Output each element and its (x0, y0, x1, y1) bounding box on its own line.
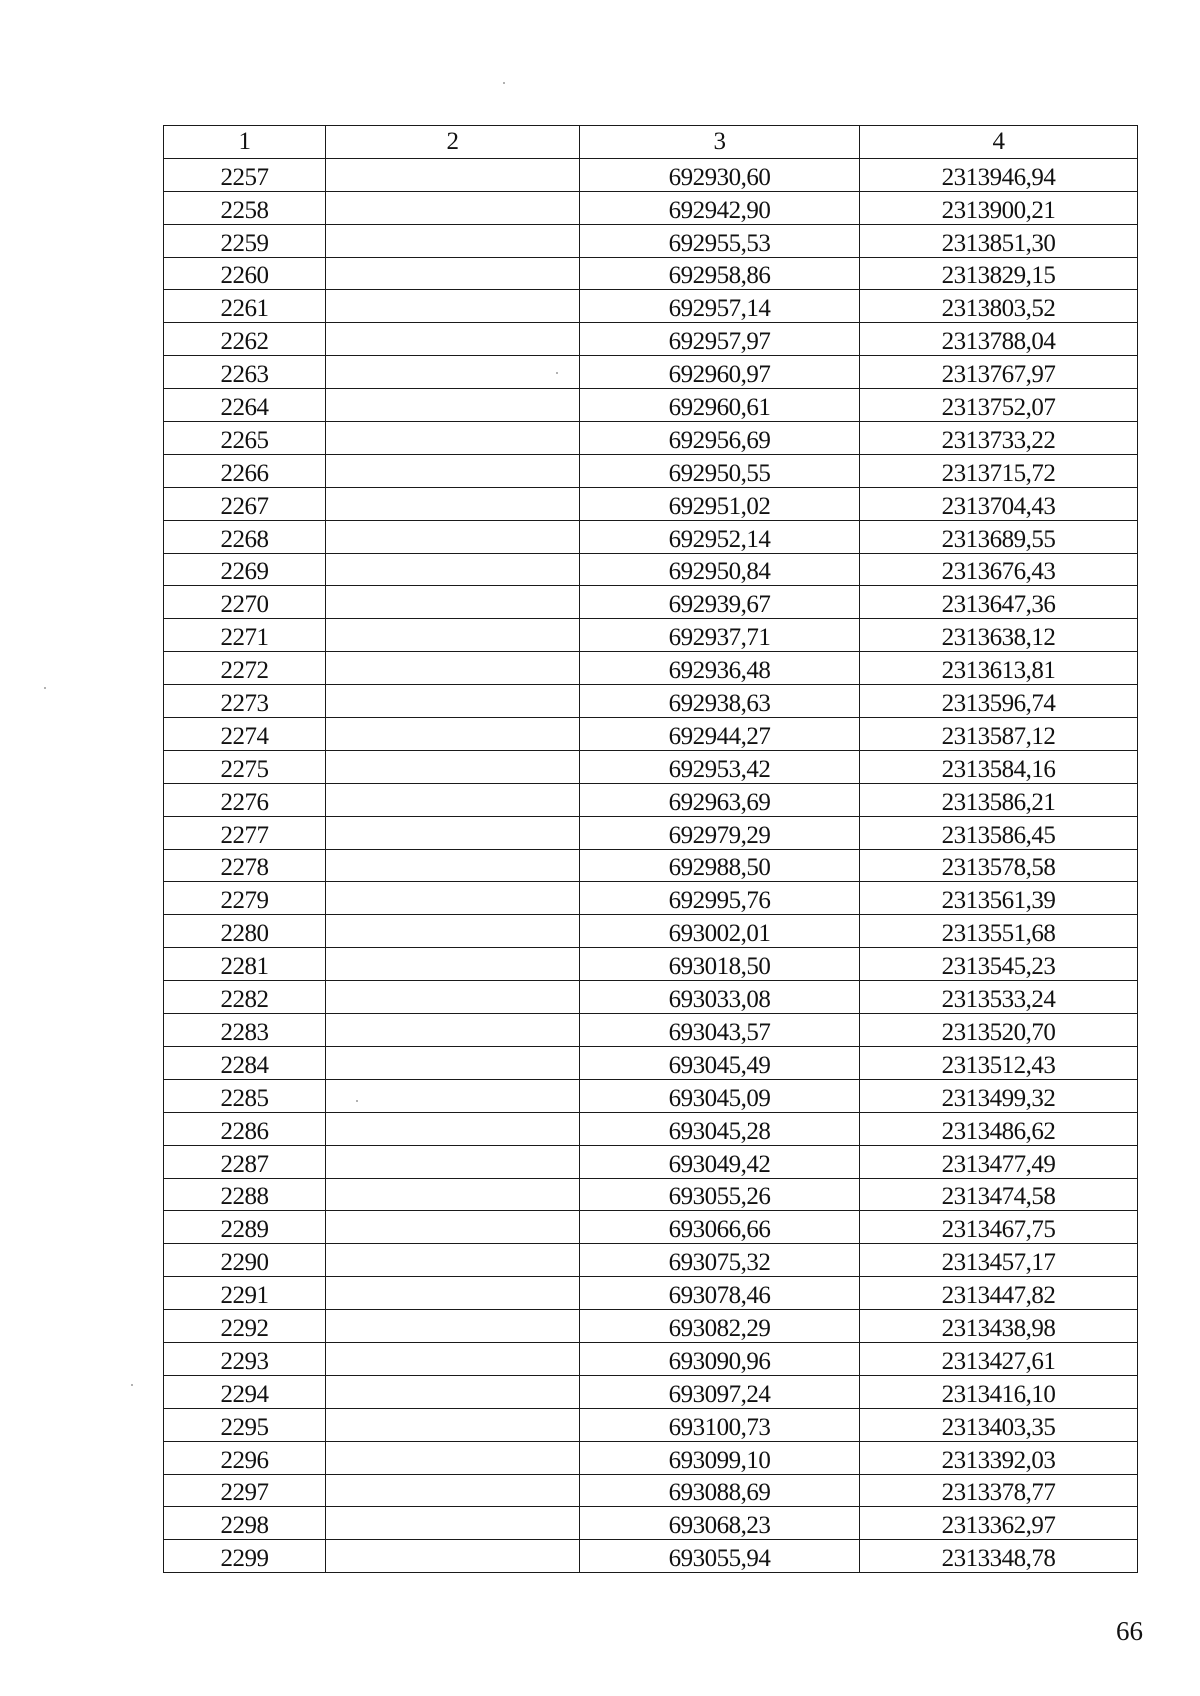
table-row (164, 487, 1138, 520)
description-cell (326, 882, 580, 915)
description-cell (326, 1375, 580, 1408)
x-coordinate-cell: 692937,71 (580, 619, 860, 652)
point-number-cell: 2295 (164, 1408, 326, 1441)
y-coordinate-cell: 2313613,81 (860, 652, 1138, 685)
y-coordinate-cell: 2313584,16 (860, 750, 1138, 783)
x-coordinate-cell: 692930,60 (580, 158, 860, 191)
table-row (164, 1441, 1138, 1474)
y-coordinate-cell: 2313362,97 (860, 1507, 1138, 1540)
description-cell (326, 454, 580, 487)
x-coordinate-cell: 692955,53 (580, 224, 860, 257)
y-coordinate-cell: 2313392,03 (860, 1441, 1138, 1474)
y-coordinate-cell: 2313545,23 (860, 948, 1138, 981)
point-number-cell: 2297 (164, 1474, 326, 1507)
description-cell (326, 1507, 580, 1540)
table-row (164, 718, 1138, 751)
description-cell (326, 224, 580, 257)
x-coordinate-cell: 692960,97 (580, 356, 860, 389)
table-row (164, 290, 1138, 323)
table-row (164, 1046, 1138, 1079)
table-row (164, 257, 1138, 290)
y-coordinate-cell: 2313533,24 (860, 981, 1138, 1014)
point-number-cell: 2281 (164, 948, 326, 981)
x-coordinate-cell: 693097,24 (580, 1375, 860, 1408)
description-cell (326, 1540, 580, 1573)
scan-speck (556, 372, 558, 374)
x-coordinate-cell: 692944,27 (580, 718, 860, 751)
x-coordinate-cell: 692953,42 (580, 750, 860, 783)
point-number-cell: 2260 (164, 257, 326, 290)
x-coordinate-cell: 693045,09 (580, 1079, 860, 1112)
x-coordinate-cell: 693088,69 (580, 1474, 860, 1507)
point-number-cell: 2258 (164, 191, 326, 224)
x-coordinate-cell: 692960,61 (580, 389, 860, 422)
header-row (164, 126, 1138, 159)
y-coordinate-cell: 2313586,21 (860, 783, 1138, 816)
header-cell-2: 2 (326, 126, 580, 159)
description-cell (326, 619, 580, 652)
y-coordinate-cell: 2313851,30 (860, 224, 1138, 257)
point-number-cell: 2290 (164, 1244, 326, 1277)
table-row (164, 1211, 1138, 1244)
coordinate-table (163, 125, 1138, 1573)
table-row (164, 224, 1138, 257)
point-number-cell: 2257 (164, 158, 326, 191)
x-coordinate-cell: 692938,63 (580, 685, 860, 718)
y-coordinate-cell: 2313427,61 (860, 1342, 1138, 1375)
table-row (164, 816, 1138, 849)
description-cell (326, 652, 580, 685)
x-coordinate-cell: 693045,49 (580, 1046, 860, 1079)
x-coordinate-cell: 692979,29 (580, 816, 860, 849)
description-cell (326, 783, 580, 816)
description-cell (326, 389, 580, 422)
point-number-cell: 2293 (164, 1342, 326, 1375)
description-cell (326, 356, 580, 389)
point-number-cell: 2265 (164, 422, 326, 455)
point-number-cell: 2280 (164, 915, 326, 948)
table-row (164, 652, 1138, 685)
x-coordinate-cell: 692958,86 (580, 257, 860, 290)
y-coordinate-cell: 2313752,07 (860, 389, 1138, 422)
x-coordinate-cell: 693018,50 (580, 948, 860, 981)
y-coordinate-cell: 2313512,43 (860, 1046, 1138, 1079)
point-number-cell: 2266 (164, 454, 326, 487)
y-coordinate-cell: 2313561,39 (860, 882, 1138, 915)
table-row (164, 1178, 1138, 1211)
y-coordinate-cell: 2313551,68 (860, 915, 1138, 948)
x-coordinate-cell: 693045,28 (580, 1112, 860, 1145)
description-cell (326, 1014, 580, 1047)
table-row (164, 356, 1138, 389)
description-cell (326, 1474, 580, 1507)
y-coordinate-cell: 2313733,22 (860, 422, 1138, 455)
table-row (164, 1145, 1138, 1178)
x-coordinate-cell: 693043,57 (580, 1014, 860, 1047)
point-number-cell: 2276 (164, 783, 326, 816)
y-coordinate-cell: 2313638,12 (860, 619, 1138, 652)
x-coordinate-cell: 692963,69 (580, 783, 860, 816)
y-coordinate-cell: 2313416,10 (860, 1375, 1138, 1408)
table-row (164, 1507, 1138, 1540)
description-cell (326, 750, 580, 783)
point-number-cell: 2268 (164, 520, 326, 553)
table-row (164, 750, 1138, 783)
description-cell (326, 553, 580, 586)
y-coordinate-cell: 2313467,75 (860, 1211, 1138, 1244)
table-row (164, 158, 1138, 191)
point-number-cell: 2270 (164, 586, 326, 619)
y-coordinate-cell: 2313676,43 (860, 553, 1138, 586)
table-row (164, 191, 1138, 224)
y-coordinate-cell: 2313704,43 (860, 487, 1138, 520)
x-coordinate-cell: 693099,10 (580, 1441, 860, 1474)
y-coordinate-cell: 2313587,12 (860, 718, 1138, 751)
x-coordinate-cell: 693075,32 (580, 1244, 860, 1277)
point-number-cell: 2274 (164, 718, 326, 751)
y-coordinate-cell: 2313520,70 (860, 1014, 1138, 1047)
description-cell (326, 1079, 580, 1112)
x-coordinate-cell: 693033,08 (580, 981, 860, 1014)
point-number-cell: 2291 (164, 1277, 326, 1310)
table-row (164, 783, 1138, 816)
table-row (164, 1310, 1138, 1343)
scan-speck (503, 82, 505, 84)
description-cell (326, 487, 580, 520)
x-coordinate-cell: 692942,90 (580, 191, 860, 224)
point-number-cell: 2287 (164, 1145, 326, 1178)
point-number-cell: 2289 (164, 1211, 326, 1244)
x-coordinate-cell: 693090,96 (580, 1342, 860, 1375)
description-cell (326, 981, 580, 1014)
point-number-cell: 2292 (164, 1310, 326, 1343)
description-cell (326, 191, 580, 224)
x-coordinate-cell: 693049,42 (580, 1145, 860, 1178)
table-row (164, 948, 1138, 981)
point-number-cell: 2278 (164, 849, 326, 882)
table-row (164, 1540, 1138, 1573)
description-cell (326, 685, 580, 718)
point-number-cell: 2277 (164, 816, 326, 849)
x-coordinate-cell: 692957,14 (580, 290, 860, 323)
table-row (164, 520, 1138, 553)
table-row (164, 1375, 1138, 1408)
description-cell (326, 586, 580, 619)
point-number-cell: 2279 (164, 882, 326, 915)
y-coordinate-cell: 2313900,21 (860, 191, 1138, 224)
y-coordinate-cell: 2313457,17 (860, 1244, 1138, 1277)
scan-speck (131, 1384, 133, 1386)
point-number-cell: 2262 (164, 323, 326, 356)
point-number-cell: 2261 (164, 290, 326, 323)
point-number-cell: 2273 (164, 685, 326, 718)
y-coordinate-cell: 2313596,74 (860, 685, 1138, 718)
description-cell (326, 849, 580, 882)
y-coordinate-cell: 2313438,98 (860, 1310, 1138, 1343)
point-number-cell: 2272 (164, 652, 326, 685)
table-row (164, 849, 1138, 882)
description-cell (326, 1310, 580, 1343)
description-cell (326, 290, 580, 323)
table-row (164, 1112, 1138, 1145)
table-row (164, 1277, 1138, 1310)
y-coordinate-cell: 2313715,72 (860, 454, 1138, 487)
table-row (164, 389, 1138, 422)
table-row (164, 1079, 1138, 1112)
point-number-cell: 2285 (164, 1079, 326, 1112)
table-row (164, 422, 1138, 455)
description-cell (326, 158, 580, 191)
y-coordinate-cell: 2313647,36 (860, 586, 1138, 619)
x-coordinate-cell: 692956,69 (580, 422, 860, 455)
x-coordinate-cell: 692952,14 (580, 520, 860, 553)
y-coordinate-cell: 2313586,45 (860, 816, 1138, 849)
description-cell (326, 1441, 580, 1474)
description-cell (326, 718, 580, 751)
y-coordinate-cell: 2313689,55 (860, 520, 1138, 553)
table-row (164, 1014, 1138, 1047)
point-number-cell: 2275 (164, 750, 326, 783)
point-number-cell: 2267 (164, 487, 326, 520)
description-cell (326, 816, 580, 849)
point-number-cell: 2284 (164, 1046, 326, 1079)
x-coordinate-cell: 693055,26 (580, 1178, 860, 1211)
table-row (164, 1244, 1138, 1277)
description-cell (326, 1178, 580, 1211)
table-row (164, 685, 1138, 718)
y-coordinate-cell: 2313788,04 (860, 323, 1138, 356)
header-cell-1: 1 (164, 126, 326, 159)
x-coordinate-cell: 692950,84 (580, 553, 860, 586)
point-number-cell: 2296 (164, 1441, 326, 1474)
x-coordinate-cell: 692939,67 (580, 586, 860, 619)
x-coordinate-cell: 693066,66 (580, 1211, 860, 1244)
x-coordinate-cell: 692957,97 (580, 323, 860, 356)
point-number-cell: 2263 (164, 356, 326, 389)
point-number-cell: 2264 (164, 389, 326, 422)
x-coordinate-cell: 692988,50 (580, 849, 860, 882)
description-cell (326, 1046, 580, 1079)
point-number-cell: 2298 (164, 1507, 326, 1540)
y-coordinate-cell: 2313474,58 (860, 1178, 1138, 1211)
point-number-cell: 2271 (164, 619, 326, 652)
table-row (164, 619, 1138, 652)
coordinate-table-container (163, 125, 1137, 1573)
point-number-cell: 2288 (164, 1178, 326, 1211)
description-cell (326, 422, 580, 455)
point-number-cell: 2259 (164, 224, 326, 257)
x-coordinate-cell: 693068,23 (580, 1507, 860, 1540)
table-row (164, 454, 1138, 487)
point-number-cell: 2269 (164, 553, 326, 586)
description-cell (326, 915, 580, 948)
table-row (164, 323, 1138, 356)
table-body (164, 158, 1138, 1572)
description-cell (326, 520, 580, 553)
x-coordinate-cell: 693002,01 (580, 915, 860, 948)
description-cell (326, 1145, 580, 1178)
scan-speck (44, 687, 46, 689)
x-coordinate-cell: 692995,76 (580, 882, 860, 915)
table-row (164, 1474, 1138, 1507)
description-cell (326, 1408, 580, 1441)
table-row (164, 1342, 1138, 1375)
x-coordinate-cell: 693100,73 (580, 1408, 860, 1441)
x-coordinate-cell: 692951,02 (580, 487, 860, 520)
x-coordinate-cell: 693082,29 (580, 1310, 860, 1343)
header-cell-3: 3 (580, 126, 860, 159)
y-coordinate-cell: 2313499,32 (860, 1079, 1138, 1112)
description-cell (326, 1244, 580, 1277)
y-coordinate-cell: 2313486,62 (860, 1112, 1138, 1145)
x-coordinate-cell: 692950,55 (580, 454, 860, 487)
description-cell (326, 323, 580, 356)
y-coordinate-cell: 2313447,82 (860, 1277, 1138, 1310)
y-coordinate-cell: 2313803,52 (860, 290, 1138, 323)
table-row (164, 1408, 1138, 1441)
x-coordinate-cell: 693055,94 (580, 1540, 860, 1573)
table-row (164, 586, 1138, 619)
table-header (164, 126, 1138, 159)
y-coordinate-cell: 2313946,94 (860, 158, 1138, 191)
table-row (164, 915, 1138, 948)
point-number-cell: 2283 (164, 1014, 326, 1047)
y-coordinate-cell: 2313829,15 (860, 257, 1138, 290)
description-cell (326, 1112, 580, 1145)
point-number-cell: 2282 (164, 981, 326, 1014)
y-coordinate-cell: 2313378,77 (860, 1474, 1138, 1507)
header-cell-4: 4 (860, 126, 1138, 159)
x-coordinate-cell: 692936,48 (580, 652, 860, 685)
table-row (164, 882, 1138, 915)
description-cell (326, 948, 580, 981)
description-cell (326, 1277, 580, 1310)
y-coordinate-cell: 2313348,78 (860, 1540, 1138, 1573)
description-cell (326, 1211, 580, 1244)
table-row (164, 981, 1138, 1014)
point-number-cell: 2299 (164, 1540, 326, 1573)
scan-speck (356, 1100, 358, 1102)
y-coordinate-cell: 2313477,49 (860, 1145, 1138, 1178)
point-number-cell: 2286 (164, 1112, 326, 1145)
y-coordinate-cell: 2313403,35 (860, 1408, 1138, 1441)
page-number: 66 (1116, 1616, 1143, 1646)
x-coordinate-cell: 693078,46 (580, 1277, 860, 1310)
description-cell (326, 1342, 580, 1375)
y-coordinate-cell: 2313767,97 (860, 356, 1138, 389)
description-cell (326, 257, 580, 290)
table-row (164, 553, 1138, 586)
point-number-cell: 2294 (164, 1375, 326, 1408)
y-coordinate-cell: 2313578,58 (860, 849, 1138, 882)
